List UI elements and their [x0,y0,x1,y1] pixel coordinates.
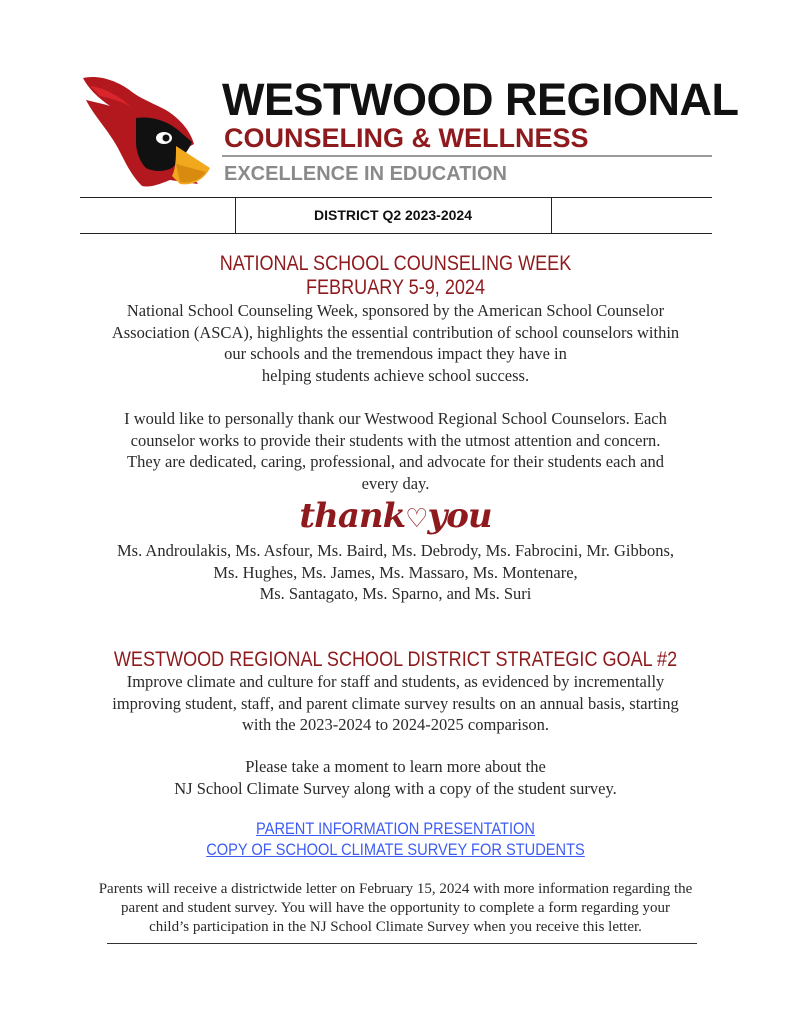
paragraph-line: improving student, staff, and parent climate survey results on an annual basis, starting [112,693,679,713]
header-title: WESTWOOD REGIONAL [222,74,739,125]
paragraph-line: every day. [361,473,430,493]
parent-presentation-link[interactable]: PARENT INFORMATION PRESENTATION [256,819,535,838]
paragraph-line: helping students achieve school success. [261,365,530,385]
names-line: Ms. Santagato, Ms. Sparno, and Ms. Suri [259,584,532,603]
counselor-thanks-paragraph [60,408,731,494]
counseling-week-dates: FEBRUARY 5-9, 2024 [305,276,486,299]
header-subtitle: COUNSELING & WELLNESS [224,123,589,153]
survey-intro [60,756,731,799]
cardinal-logo [80,72,215,190]
strategic-goal-heading: WESTWOOD REGIONAL SCHOOL DISTRICT STRATEGIC GOAL #2 [113,648,678,671]
paragraph-line: National School Counseling Week, sponsored by the American School Counselor [126,301,665,320]
quarter-label: DISTRICT Q2 2023-2024 [314,207,472,223]
paragraph-line: NJ School Climate Survey along with a copy of the student survey. [174,778,617,798]
paragraph-line: counselor works to provide their students with the utmost attention and concern. [130,430,661,450]
footer-divider [107,943,697,944]
heart-icon: ♡ [405,504,428,534]
strategic-goal-paragraph [60,671,731,736]
counselor-names [60,540,731,605]
quarter-bar-right-divider [551,197,552,234]
paragraph-line: Parents will receive a districtwide letter on February 15, 2024 with more information regarding the [98,881,693,897]
student-survey-link[interactable]: COPY OF SCHOOL CLIMATE SURVEY FOR STUDENTS [206,840,585,859]
header-divider [222,155,712,157]
paragraph-line: I would like to personally thank our Westwood Regional School Counselors. Each [124,409,667,428]
paragraph-line: with the 2023-2024 to 2024-2025 comparison. [241,715,550,734]
paragraph-line: our schools and the tremendous impact they have in [224,344,567,363]
counseling-week-paragraph [60,300,731,386]
paragraph-line: Association (ASCA), highlights the essential contribution of school counselors within [111,322,680,342]
thank-word: thank [299,496,406,536]
names-line: Ms. Androulakis, Ms. Asfour, Ms. Baird, Ms. Debrody, Ms. Fabrocini, Mr. Gibbons, [117,541,674,560]
paragraph-line: Improve climate and culture for staff and students, as evidenced by incrementally [126,672,665,691]
names-line: Ms. Hughes, Ms. James, Ms. Massaro, Ms. Montenare, [213,562,578,582]
quarter-bar [80,197,712,233]
you-word: you [427,496,492,536]
counseling-week-heading: NATIONAL SCHOOL COUNSELING WEEK [219,252,572,275]
quarter-bar-bottom-line [80,233,712,234]
thank-you-script [60,496,731,539]
header-tagline: EXCELLENCE IN EDUCATION [224,163,507,185]
paragraph-line: parent and student survey. You will have the opportunity to complete a form regarding your [121,900,670,916]
paragraph-line: They are dedicated, caring, professional, and advocate for their students each and [127,452,664,471]
paragraph-line: Please take a moment to learn more about the [245,757,546,776]
parent-letter-notice [60,880,731,937]
paragraph-line: child’s participation in the NJ School Climate Survey when you receive this letter. [149,919,642,935]
